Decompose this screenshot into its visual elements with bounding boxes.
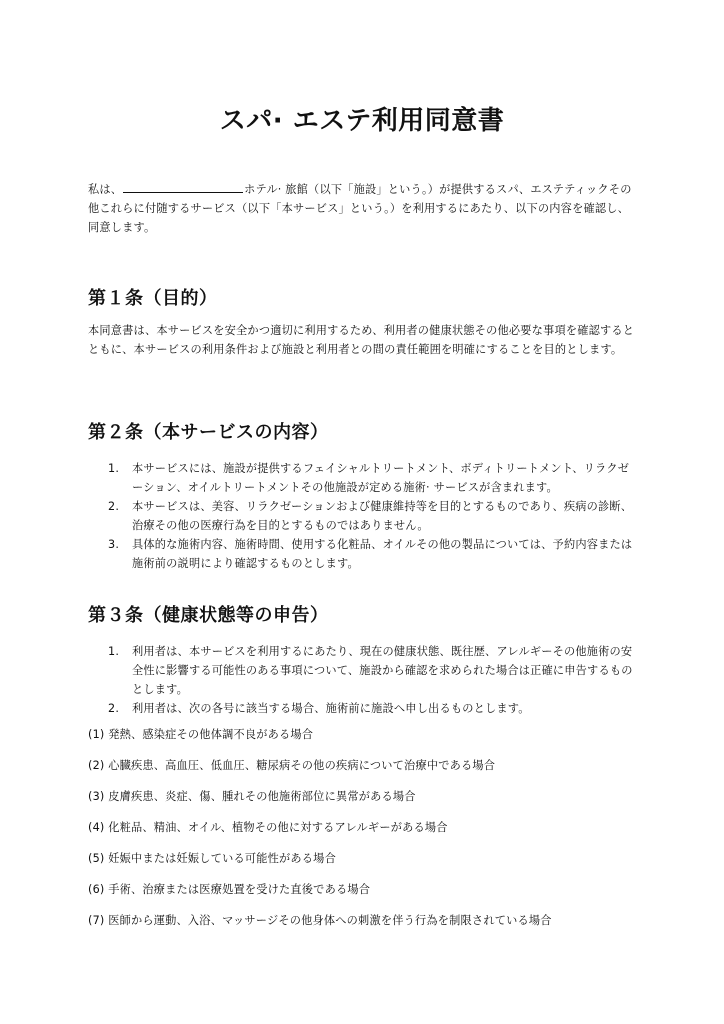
article-3-list <box>88 642 640 718</box>
list-item: 1. 本サービスには、施設が提供するフェイシャルトリートメント、ボディトリートメント、リラクゼーション、オイルトリートメントその他施設が定める施術· サービスが含まれます。 <box>108 462 630 494</box>
intro-suffix: ホテル· 旅館（以下「施設」という。）が提供するスパ、エステティックその他これらに付随するサービス（以下「本サービス」という。）を利用するにあたり、以下の内容を確認し、同意します。 <box>88 183 632 234</box>
article-2-list <box>88 459 640 573</box>
subitem-5: (5) 妊娠中または妊娠している可能性がある場合 <box>88 852 336 865</box>
article-1-body: 本同意書は、本サービスを安全かつ適切に利用するため、利用者の健康状態その他必要な事項を確認するとともに、本サービスの利用条件および施設と利用者との間の責任範囲を明確にすることを目的とします。 <box>88 324 635 356</box>
hotel-name-blank[interactable] <box>123 180 243 193</box>
article-3-heading: 第３条（健康状態等の申告） <box>88 605 329 626</box>
article-1-heading: 第１条（目的） <box>88 288 218 309</box>
subitem-7: (7) 医師から運動、入浴、マッサージその他身体への刺激を伴う行為を制限されている場合 <box>88 914 552 927</box>
list-item: 3. 具体的な施術内容、施術時間、使用する化粧品、オイルその他の製品については、予約内容または施術前の説明により確認するものとします。 <box>108 538 633 570</box>
subitem-6: (6) 手術、治療または医療処置を受けた直後である場合 <box>88 883 371 896</box>
intro-paragraph <box>88 180 640 237</box>
document-title: スパ· エステ利用同意書 <box>219 106 505 136</box>
article-2-heading: 第２条（本サービスの内容） <box>88 422 329 443</box>
subitem-4: (4) 化粧品、精油、オイル、植物その他に対するアレルギーがある場合 <box>88 821 448 834</box>
list-item: 2. 利用者は、次の各号に該当する場合、施術前に施設へ申し出るものとします。 <box>108 702 530 715</box>
list-item: 1. 利用者は、本サービスを利用するにあたり、現在の健康状態、既往歴、アレルギーその他施術の安全性に影響する可能性のある事項について、施設から確認を求められた場合は正確に申告するものとします。 <box>108 645 633 696</box>
subitem-2: (2) 心臓疾患、高血圧、低血圧、糖尿病その他の疾病について治療中である場合 <box>88 759 496 772</box>
list-item: 2. 本サービスは、美容、リラクゼーションおよび健康維持等を目的とするものであり、疾病の診断、治療その他の医療行為を目的とするものではありません。 <box>108 500 633 532</box>
intro-prefix: 私は、 <box>88 183 123 196</box>
subitem-1: (1) 発熱、感染症その他体調不良がある場合 <box>88 728 314 741</box>
subitem-3: (3) 皮膚疾患、炎症、傷、腫れその他施術部位に異常がある場合 <box>88 790 416 803</box>
